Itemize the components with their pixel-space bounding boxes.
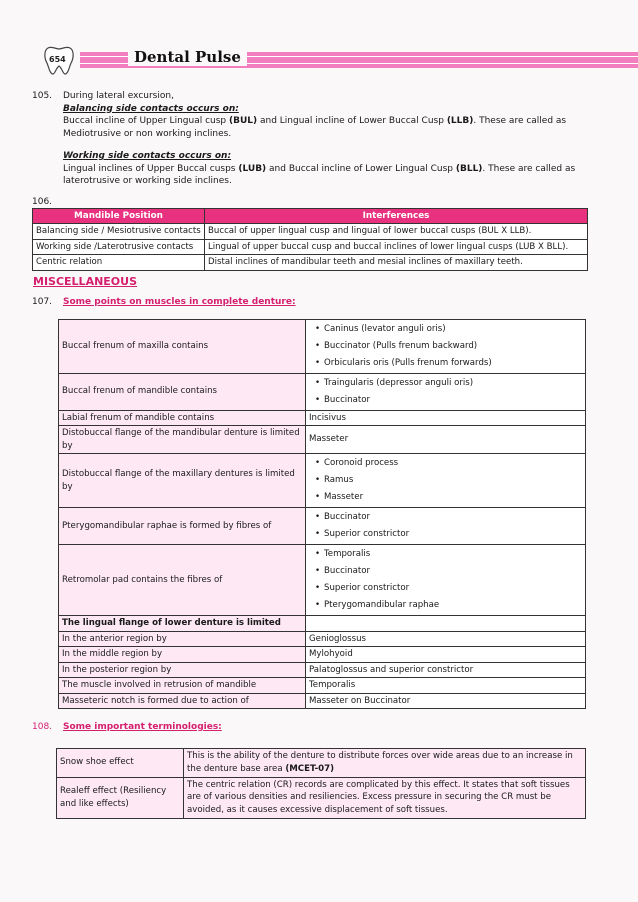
table-row [59, 693, 586, 709]
table-cell: In the posterior region by [59, 662, 306, 678]
section-heading: MISCELLANEOUS [33, 274, 138, 288]
text-run: Buccal incline of Upper Lingual cusp [63, 116, 229, 126]
table-cell: Palatoglossus and superior constrictor [306, 662, 586, 678]
table-row [59, 508, 586, 545]
abbr: (BUL) [228, 116, 258, 126]
table-cell: Genioglossus [306, 631, 586, 647]
table-cell: Centric relation [33, 255, 205, 271]
table-cell [306, 616, 586, 632]
table-cell: Labial frenum of mandible contains [59, 410, 306, 426]
table-cell: Buccal frenum of mandible contains [59, 373, 306, 410]
abbr: (BLL) [455, 163, 483, 174]
term-cell: Realeff effect (Resiliency and like effects) [57, 777, 184, 818]
question-107 [30, 296, 600, 709]
table-row [59, 631, 586, 647]
question-heading: Some important terminologies: [63, 722, 222, 732]
list-item: • Masseter [315, 489, 582, 506]
question-number: 107. [32, 297, 53, 307]
table-row [33, 224, 588, 240]
list-item: • Buccinator (Pulls frenum backward) [315, 338, 582, 355]
list-item: • Pterygomandibular raphae [315, 597, 582, 614]
table-cell [306, 545, 586, 616]
table-cell: Distobuccal flange of the maxillary dentures is limited by [59, 454, 306, 508]
list-item: • Temporalis [315, 546, 582, 563]
table-cell: Mylohyoid [306, 647, 586, 663]
table-row [59, 616, 586, 632]
table-cell: Temporalis [306, 678, 586, 694]
table-cell [306, 454, 586, 508]
list-item: • Orbicularis oris (Pulls frenum forwards) [315, 355, 582, 372]
table-row [59, 662, 586, 678]
definition-cell [184, 777, 586, 818]
interferences-table [32, 208, 588, 271]
list-item: • Ramus [315, 472, 582, 489]
text-run: . These are called as Mediotrusive or non working inclines. [63, 116, 567, 139]
list-item: • Superior constrictor [315, 580, 582, 597]
text-run: Lingual inclines of Upper Buccal cusps [63, 163, 239, 174]
muscles-table [58, 319, 586, 710]
table-cell: Incisivus [306, 410, 586, 426]
balancing-text [63, 115, 600, 140]
question-number: 106. [32, 196, 53, 207]
table-row [59, 373, 586, 410]
working-heading: Working side contacts occurs on: [63, 151, 232, 161]
question-heading: Some points on muscles in complete denture: [63, 297, 296, 307]
table-cell: Masseter on Buccinator [306, 693, 586, 709]
table-cell: Buccal frenum of maxilla contains [59, 319, 306, 373]
table-cell [306, 319, 586, 373]
definition-text: This is the ability of the denture to distribute forces over wide areas due to an increase in the denture base area [187, 751, 573, 774]
table-row [59, 545, 586, 616]
table-cell: Balancing side / Mesiotrusive contacts [33, 224, 205, 240]
table-row [59, 319, 586, 373]
table-cell: Retromolar pad contains the fibres of [59, 545, 306, 616]
table-row [59, 678, 586, 694]
term-cell: Snow shoe effect [57, 748, 184, 777]
question-number: 108. [32, 722, 53, 732]
table-cell [306, 508, 586, 545]
journal-title: Dental Pulse [128, 48, 247, 66]
definition-text: The centric relation (CR) records are complicated by this effect. It states that soft tissues are of various densities and resiliencies. Excess pressure in securing the CR must be avoided, as it causes excessive displacement of soft tissues. [187, 779, 570, 815]
table-cell: In the middle region by [59, 647, 306, 663]
table-row [57, 777, 586, 818]
table-cell [306, 373, 586, 410]
definition-cell [184, 748, 586, 777]
table-cell: Pterygomandibular raphae is formed by fibres of [59, 508, 306, 545]
table-header-row [33, 208, 588, 224]
table-cell: Working side /Laterotrusive contacts [33, 239, 205, 255]
list-item: • Caninus (levator anguli oris) [315, 321, 582, 338]
table-row [33, 255, 588, 271]
table-row [33, 239, 588, 255]
table-cell: The lingual flange of lower denture is limited [59, 616, 306, 632]
list-item: • Traingularis (depressor anguli oris) [315, 375, 582, 392]
table-cell: Masseter [306, 426, 586, 454]
table-cell: Buccal of upper lingual cusp and lingual of lower buccal cusps (BUL X LLB). [205, 224, 588, 240]
list-item: • Buccinator [315, 509, 582, 526]
abbr: (LLB) [446, 116, 474, 126]
list-item: • Buccinator [315, 392, 582, 409]
column-header: Mandible Position [33, 208, 205, 224]
page-header [0, 44, 638, 76]
table-cell: Lingual of upper buccal cusp and buccal inclines of lower lingual cusps (LUB X BLL). [205, 239, 588, 255]
list-item: • Coronoid process [315, 455, 582, 472]
page-number: 654 [49, 55, 66, 64]
balancing-heading: Balancing side contacts occurs on: [63, 103, 239, 114]
working-text [63, 163, 600, 188]
exam-reference: (MCET-07) [285, 763, 335, 774]
terminology-table [56, 748, 586, 819]
table-cell: The muscle involved in retrusion of mandible [59, 678, 306, 694]
question-108 [30, 721, 600, 819]
text-run: and Lingual incline of Lower Buccal Cusp [257, 116, 447, 126]
table-cell: Distal inclines of mandibular teeth and mesial inclines of maxillary teeth. [205, 255, 588, 271]
table-row [59, 454, 586, 508]
list-item: • Buccinator [315, 563, 582, 580]
text-run: . These are called as laterotrusive or working side inclines. [63, 163, 576, 186]
table-cell: Masseteric notch is formed due to action of [59, 693, 306, 709]
column-header: Interferences [205, 208, 588, 224]
table-row [59, 647, 586, 663]
question-105 [30, 90, 600, 188]
question-106 [30, 196, 600, 271]
table-row [57, 748, 586, 777]
table-row [59, 426, 586, 454]
list-item: • Superior constrictor [315, 526, 582, 543]
table-cell: In the anterior region by [59, 631, 306, 647]
page-content [30, 90, 600, 819]
table-row [59, 410, 586, 426]
abbr: (LUB) [238, 163, 267, 174]
table-cell: Distobuccal flange of the mandibular denture is limited by [59, 426, 306, 454]
question-number: 105. [32, 91, 53, 101]
text-run: and Buccal incline of Lower Lingual Cusp [266, 163, 456, 174]
intro-text: During lateral excursion, [63, 91, 174, 101]
